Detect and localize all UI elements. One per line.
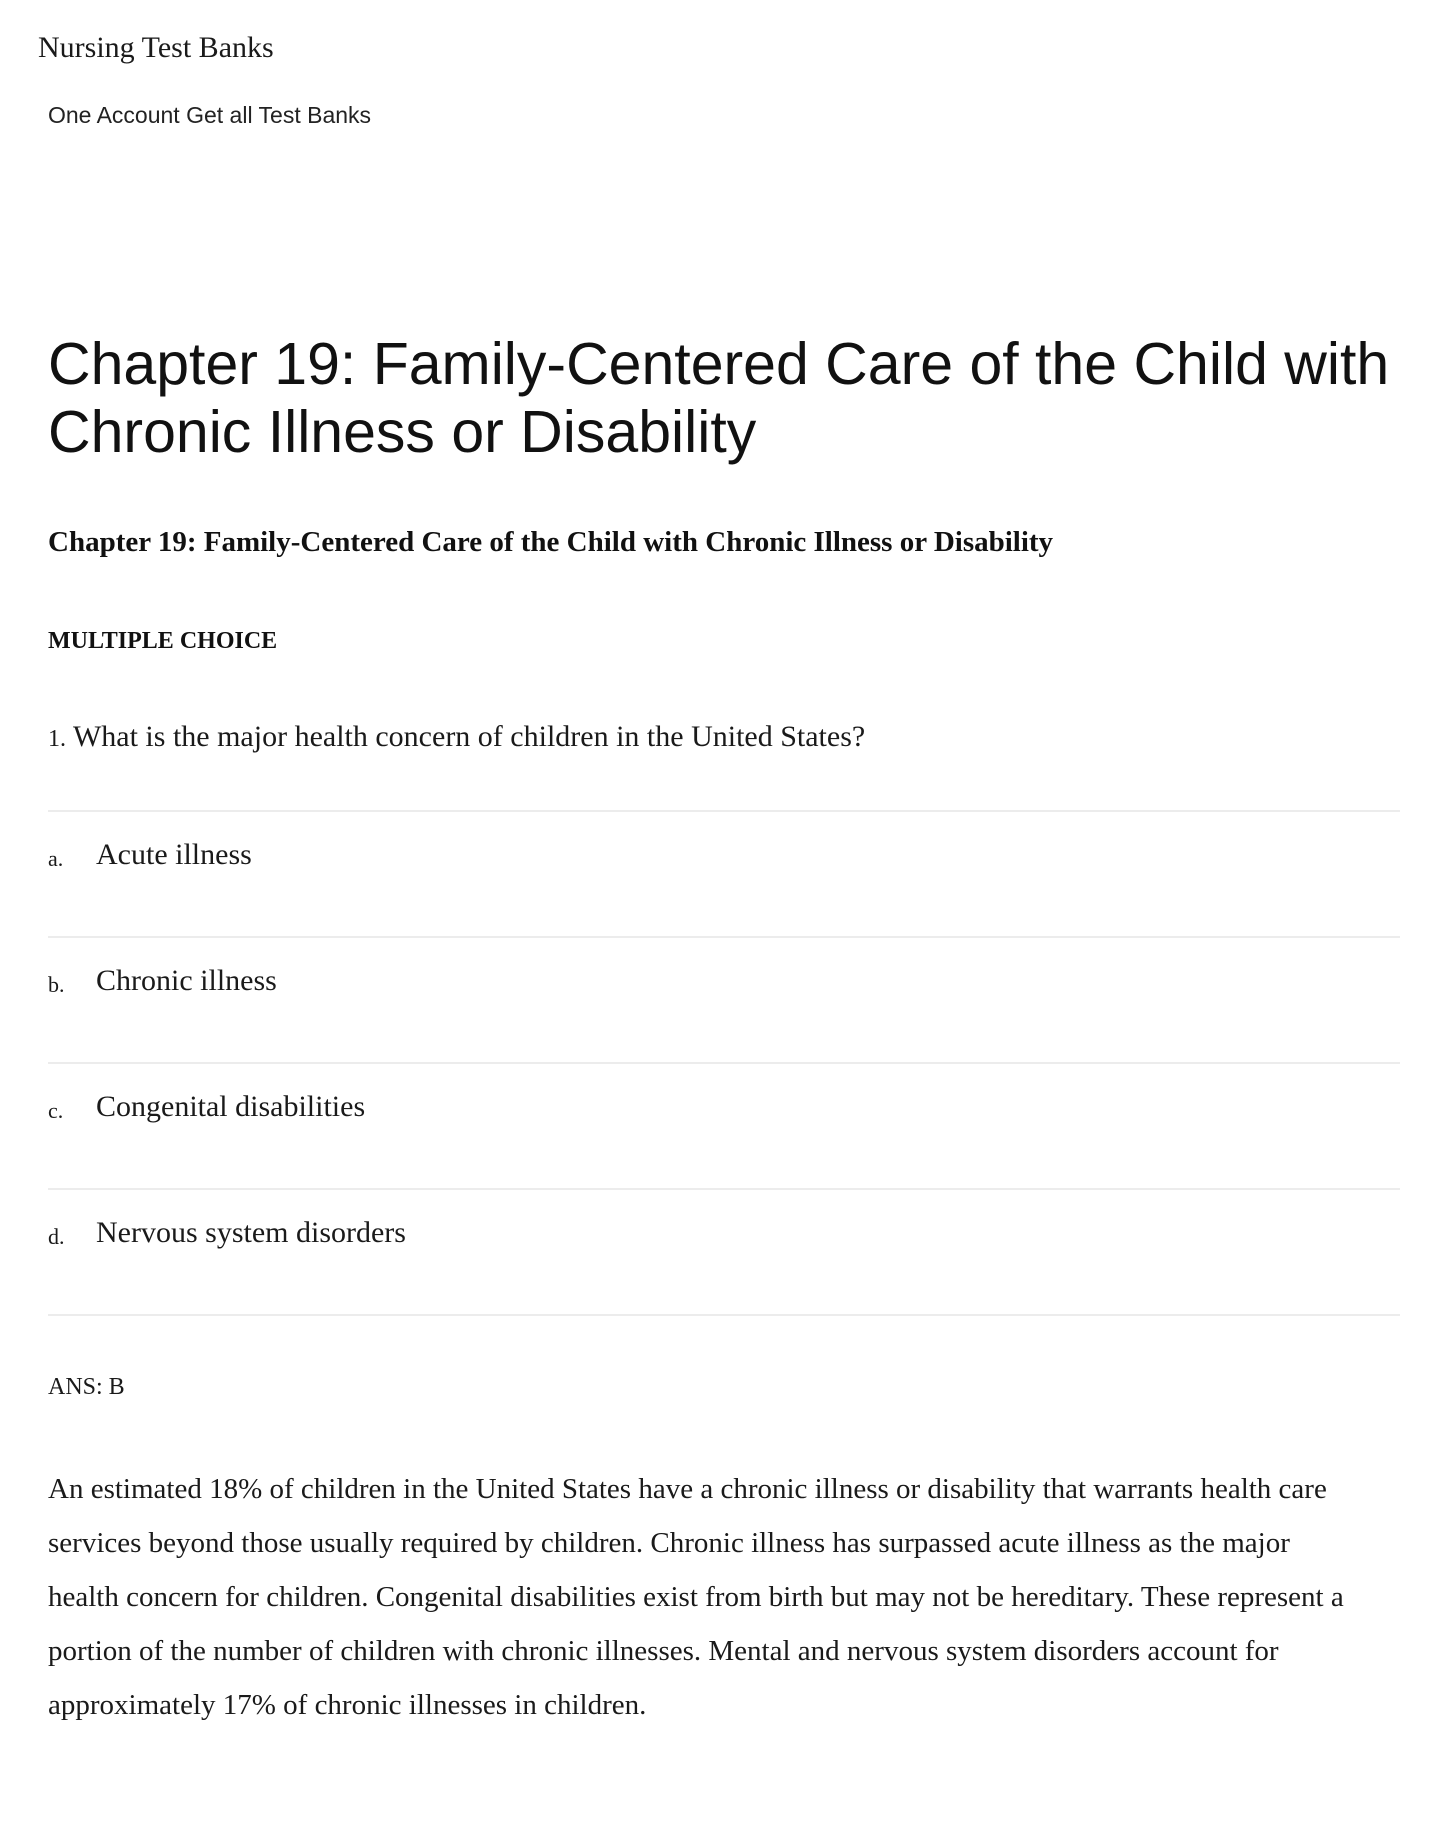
option-text: Acute illness (96, 838, 252, 871)
option-text: Congenital disabilities (96, 1090, 366, 1123)
question-number: 1. (48, 726, 66, 752)
option-c (48, 1064, 1400, 1190)
option-text: Chronic illness (96, 964, 277, 997)
option-letter: b. (48, 972, 65, 997)
page-title: Chapter 19: Family-Centered Care of the Child with Chronic Illness or Disability (48, 331, 1390, 465)
site-title: Nursing Test Banks (38, 31, 274, 64)
answer-options (48, 810, 1400, 1316)
option-b (48, 938, 1400, 1064)
tagline: One Account Get all Test Banks (48, 102, 372, 128)
option-text: Nervous system disorders (96, 1216, 406, 1249)
option-letter: a. (48, 846, 64, 871)
rationale-text: An estimated 18% of children in the United States have a chronic illness or disability that warrants health care services beyond those usually required by children. Chronic illness has surpassed acute illness as the major health concern for children. Congenital disabilities exist from birth but may not be hereditary. These represent a portion of the number of children with chronic illnesses. Mental and nervous system disorders account for approximately 17% of chronic illnesses in children. (48, 1473, 1344, 1721)
option-a (48, 812, 1400, 938)
question-text (48, 718, 865, 758)
section-label: MULTIPLE CHOICE (48, 628, 278, 654)
answer-key: ANS: B (48, 1374, 125, 1400)
option-letter: c. (48, 1098, 64, 1123)
question-stem: What is the major health concern of children in the United States? (72, 720, 866, 753)
option-d (48, 1190, 1400, 1316)
chapter-subtitle: Chapter 19: Family-Centered Care of the Child with Chronic Illness or Disability (48, 526, 1054, 558)
option-letter: d. (48, 1224, 65, 1249)
